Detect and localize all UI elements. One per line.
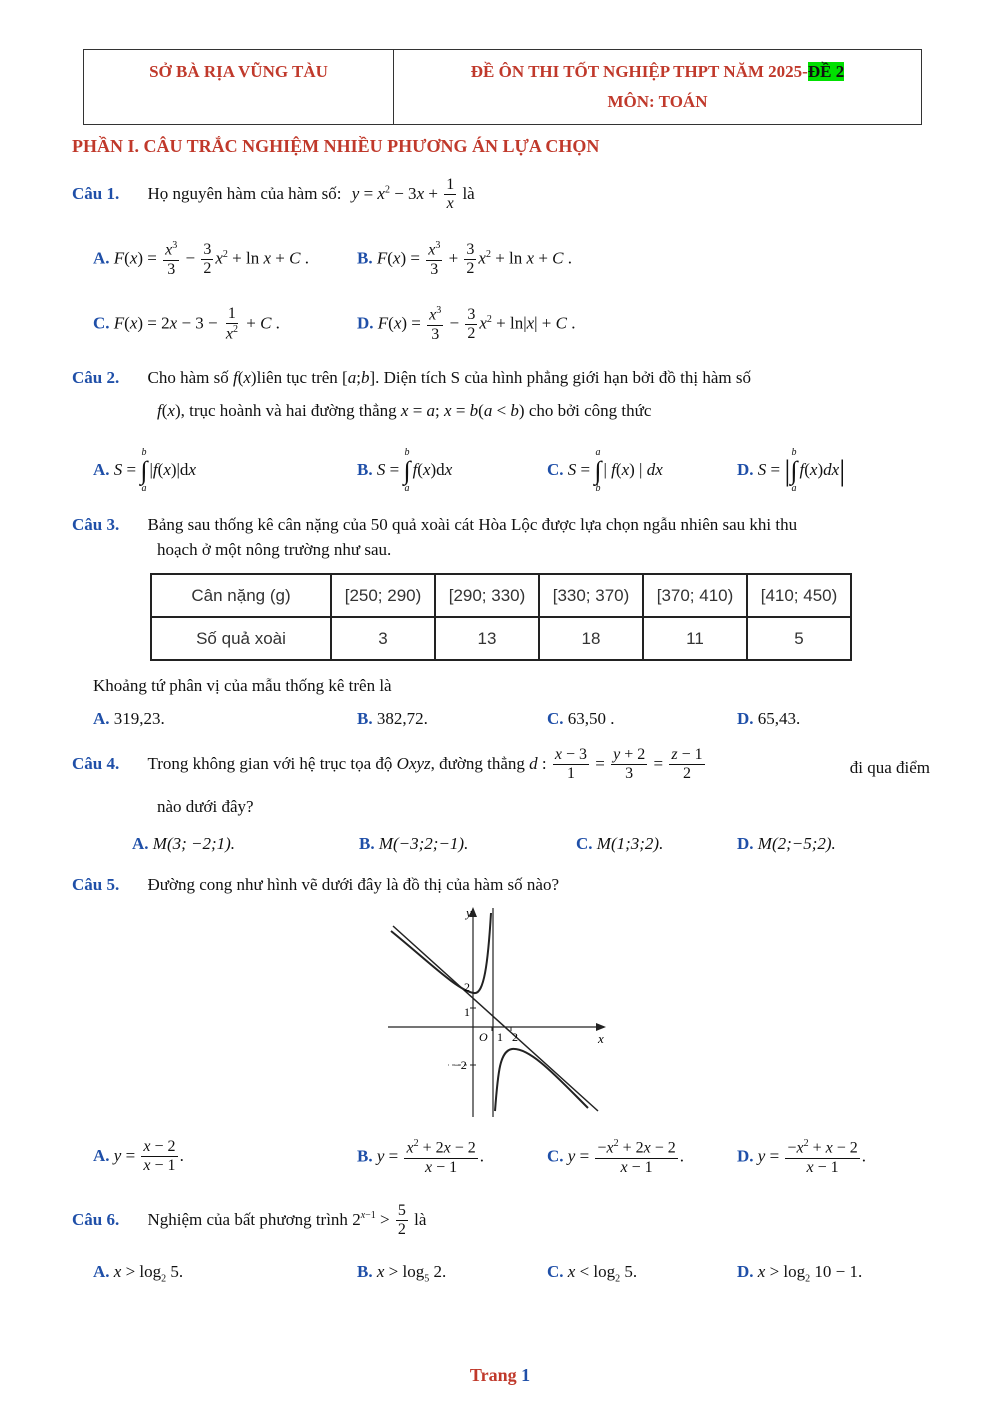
q6-option-b[interactable]: B. $x > \log_5 2$. — [357, 1262, 447, 1285]
question-3-line2: hoạch ở một nông trường như sau. — [157, 540, 392, 559]
question-label: Câu 4. — [72, 753, 120, 773]
tick-label-y-2: 2 — [464, 980, 470, 994]
question-3-prompt: Khoảng tứ phân vị của mẫu thống kê trên là — [93, 676, 392, 695]
header-right — [394, 50, 921, 124]
table-cell: 11 — [643, 617, 747, 660]
q4-option-b[interactable]: B. M(−3;2;−1). — [359, 834, 469, 853]
graph-left-branch — [391, 913, 491, 993]
mango-weight-table — [150, 573, 852, 661]
q6-option-a[interactable]: A. $x > \log_2 5$. — [93, 1262, 184, 1285]
q3-option-a[interactable]: A. 319,23. — [93, 709, 165, 728]
q4-option-c[interactable]: C. M(1;3;2). — [576, 834, 664, 853]
table-row — [151, 617, 851, 660]
question-label: Câu 2. — [72, 368, 120, 387]
tick-label-x-1: 1 — [497, 1030, 503, 1044]
question-label: Câu 5. — [72, 875, 120, 894]
function-graph — [388, 903, 610, 1117]
question-4: Câu 4. Trong không gian với hệ trục tọa độ Oxyz, đường thẳng d : $\frac{x - 3}{1}$ = $\frac{y + 2}{3}$ = $\frac{z - 1}{2}$ đi qua điểm — [72, 746, 930, 783]
table-header-weight: Cân nặng (g) — [151, 574, 331, 617]
department-name: SỞ BÀ RỊA VŨNG TÀU — [149, 62, 328, 81]
q3-option-c[interactable]: C. 63,50 . — [547, 709, 615, 728]
q2-option-a[interactable]: A. S = b ∫ a |f(x)|dx — [93, 447, 196, 494]
header-box — [83, 49, 922, 125]
question-6: Câu 6. Nghiệm của bất phương trình $2^{x-1}$ > $\frac{5}{2}$ là — [72, 1202, 427, 1239]
tick-label-y-neg2: −2 — [454, 1058, 467, 1072]
x-axis-label: x — [598, 1031, 604, 1046]
question-1: Câu 1. Họ nguyên hàm của hàm số: $y = x^2 - 3x$ + $\frac{1}{x}$ là — [72, 176, 475, 213]
header-left — [84, 50, 394, 124]
y-axis-label: y — [466, 905, 472, 920]
q5-option-d[interactable]: D. y = $\frac{-x^2 + x - 2}{x - 1}$ . — [737, 1138, 866, 1176]
table-cell: 3 — [331, 617, 435, 660]
question-2-line2: f(x), trục hoành và hai đường thẳng x = a; x = b(a < b) cho bởi công thức — [157, 401, 652, 420]
q6-option-c[interactable]: C. $x < \log_2 5$. — [547, 1262, 638, 1285]
question-4-line2: nào dưới đây? — [157, 797, 254, 816]
q5-option-c[interactable]: C. y = $\frac{-x^2 + 2x - 2}{x - 1}$ . — [547, 1138, 684, 1176]
tick-label-y-1: 1 — [464, 1005, 470, 1019]
table-cell: [250; 290) — [331, 574, 435, 617]
table-cell: 18 — [539, 617, 643, 660]
page-number: 1 — [521, 1365, 531, 1385]
q1-option-a[interactable]: A. F(x) = $\frac{x^3}{3}$ − $\frac{3}{2}$ $x^2 + \ln x + C$ . — [93, 240, 309, 278]
q5-option-b[interactable]: B. y = $\frac{x^2 + 2x - 2}{x - 1}$ . — [357, 1138, 485, 1176]
section-title: PHẦN I. CÂU TRẮC NGHIỆM NHIỀU PHƯƠNG ÁN LỰA CHỌN — [72, 136, 600, 156]
oblique-asymptote — [393, 926, 598, 1111]
question-label: Câu 3. — [72, 515, 120, 534]
q5-option-a[interactable]: A. y = $\frac{x - 2}{x - 1}$ . — [93, 1138, 184, 1175]
subject-name: MÔN: TOÁN — [607, 92, 708, 111]
question-2: Câu 2. Cho hàm số f(x)liên tục trên [a;b]. Diện tích S của hình phẳng giới hạn bởi đồ thị hàm số — [72, 368, 752, 387]
tick-label-x-2: 2 — [512, 1030, 518, 1044]
q3-option-d[interactable]: D. 65,43. — [737, 709, 801, 728]
table-cell: [330; 370) — [539, 574, 643, 617]
q2-option-b[interactable]: B. S = b ∫ a f(x)dx — [357, 447, 453, 494]
q4-option-a[interactable]: A. M(3; −2;1). — [132, 834, 236, 853]
q6-option-d[interactable]: D. $x > \log_2 10 - 1$. — [737, 1262, 863, 1285]
graph-right-branch — [495, 1049, 588, 1111]
question-label: Câu 1. — [72, 183, 120, 203]
table-cell: 5 — [747, 617, 851, 660]
table-cell: [290; 330) — [435, 574, 539, 617]
table-cell: [410; 450) — [747, 574, 851, 617]
table-cell: 13 — [435, 617, 539, 660]
exam-code: ĐỀ 2 — [807, 62, 845, 81]
q1-option-d[interactable]: D. F(x) = $\frac{x^3}{3}$ − $\frac{3}{2}$ $x^2 + \ln|x| + C$ . — [357, 305, 576, 343]
q1-option-b[interactable]: B. F(x) = $\frac{x^3}{3}$ + $\frac{3}{2}$ $x^2 + \ln x + C$ . — [357, 240, 572, 278]
exam-title: ĐỀ ÔN THI TỐT NGHIỆP THPT NĂM 2025-ĐỀ 2 — [470, 62, 845, 81]
page-footer — [0, 1365, 1000, 1386]
table-header-count: Số quả xoài — [151, 617, 331, 660]
q2-option-d[interactable]: D. S = | b ∫ a f(x)dx| — [737, 447, 846, 494]
q1-option-c[interactable]: C. F(x) = 2x − 3 − $\frac{1}{x^2}$ + C . — [93, 305, 280, 343]
question-label: Câu 6. — [72, 1209, 120, 1229]
table-cell: [370; 410) — [643, 574, 747, 617]
question-5: Câu 5. Đường cong như hình vẽ dưới đây là đồ thị của hàm số nào? — [72, 875, 559, 894]
question-3: Câu 3. Bảng sau thống kê cân nặng của 50 quả xoài cát Hòa Lộc được lựa chọn ngẫu nhiên sau khi thu — [72, 515, 798, 534]
q3-option-b[interactable]: B. 382,72. — [357, 709, 428, 728]
q2-option-c[interactable]: C. S = a ∫ b | f(x) | dx — [547, 447, 663, 494]
q4-option-d[interactable]: D. M(2;−5;2). — [737, 834, 836, 853]
table-row — [151, 574, 851, 617]
origin-label: O — [479, 1030, 488, 1044]
y-axis — [469, 907, 477, 1117]
page-word: Trang — [469, 1365, 517, 1385]
